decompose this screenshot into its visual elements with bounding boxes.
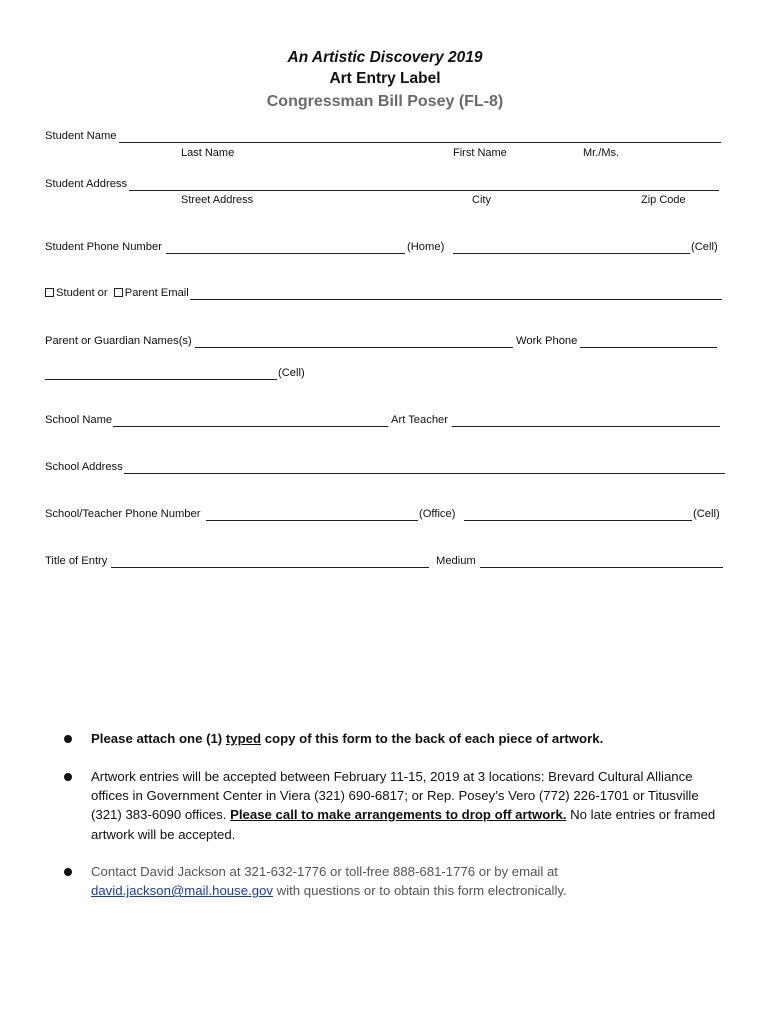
note-entry-dates: Artwork entries will be accepted between February 11-15, 2019 at 3 locations: Brevard Cultural Alliance offices in Government Center in Viera (321) 690-6817; or Rep. Posey’s Vero (772) 226-1701 or Titusville (321) 383-6090 offices. Please call to make arrangements to drop off artwork. No late entries or framed artwork will be accepted.: [91, 769, 716, 842]
work-phone-field[interactable]: [580, 347, 717, 348]
email-field[interactable]: [190, 299, 722, 300]
parent-email-label: Parent Email: [124, 287, 189, 299]
contact-email-link[interactable]: david.jackson@mail.house.gov: [91, 883, 273, 899]
student-name-field[interactable]: [119, 142, 721, 143]
student-checkbox[interactable]: [45, 288, 54, 297]
student-address-label: Student Address: [45, 178, 128, 190]
parent-cell-field[interactable]: [45, 379, 277, 380]
medium-field[interactable]: [480, 567, 723, 568]
last-name-caption: Last Name: [181, 147, 235, 159]
student-or-label: Student or: [56, 287, 108, 299]
form-subtitle: Art Entry Label: [329, 70, 441, 87]
student-phone-label: Student Phone Number: [45, 241, 162, 253]
student-name-label: Student Name: [45, 130, 117, 142]
school-name-label: School Name: [45, 414, 113, 426]
congressman-line: Congressman Bill Posey (FL-8): [266, 93, 504, 110]
office-phone-field[interactable]: [206, 520, 418, 521]
mr-ms-caption: Mr./Ms.: [583, 147, 620, 159]
city-caption: City: [472, 194, 491, 206]
title-of-entry-field[interactable]: [111, 567, 429, 568]
parent-guardian-field[interactable]: [195, 347, 513, 348]
parent-guardian-label: Parent or Guardian Names(s): [45, 335, 192, 347]
note-attach-form: Please attach one (1) typed copy of this form to the back of each piece of artwork.: [91, 731, 604, 746]
medium-label: Medium: [436, 555, 476, 567]
art-teacher-label: Art Teacher: [391, 414, 449, 426]
cell-caption: (Cell): [691, 241, 718, 253]
bullet-3: [64, 868, 72, 876]
bullet-1: [64, 735, 72, 743]
street-address-caption: Street Address: [181, 194, 254, 206]
school-address-field[interactable]: [124, 473, 725, 474]
email-type-row: [45, 287, 189, 299]
title-of-entry-label: Title of Entry: [45, 555, 108, 567]
parent-checkbox[interactable]: [114, 288, 123, 297]
office-caption: (Office): [419, 508, 456, 520]
cell-phone-field[interactable]: [453, 253, 690, 254]
home-caption: (Home): [407, 241, 445, 253]
work-phone-label: Work Phone: [516, 335, 578, 347]
note-contact: Contact David Jackson at 321-632-1776 or toll-free 888-681-1776 or by email at david.jackson@mail.house.gov with questions or to obtain this form electronically.: [91, 864, 567, 899]
home-phone-field[interactable]: [166, 253, 405, 254]
bullet-2: [64, 773, 72, 781]
school-name-field[interactable]: [113, 426, 388, 427]
school-cell-caption: (Cell): [693, 508, 720, 520]
student-address-field[interactable]: [129, 190, 719, 191]
form-title: An Artistic Discovery 2019: [287, 49, 483, 66]
art-teacher-field[interactable]: [452, 426, 720, 427]
parent-cell-caption: (Cell): [278, 367, 305, 379]
school-address-label: School Address: [45, 461, 123, 473]
first-name-caption: First Name: [453, 147, 507, 159]
zip-code-caption: Zip Code: [641, 194, 686, 206]
school-teacher-phone-label: School/Teacher Phone Number: [45, 508, 201, 520]
school-cell-field[interactable]: [464, 520, 692, 521]
